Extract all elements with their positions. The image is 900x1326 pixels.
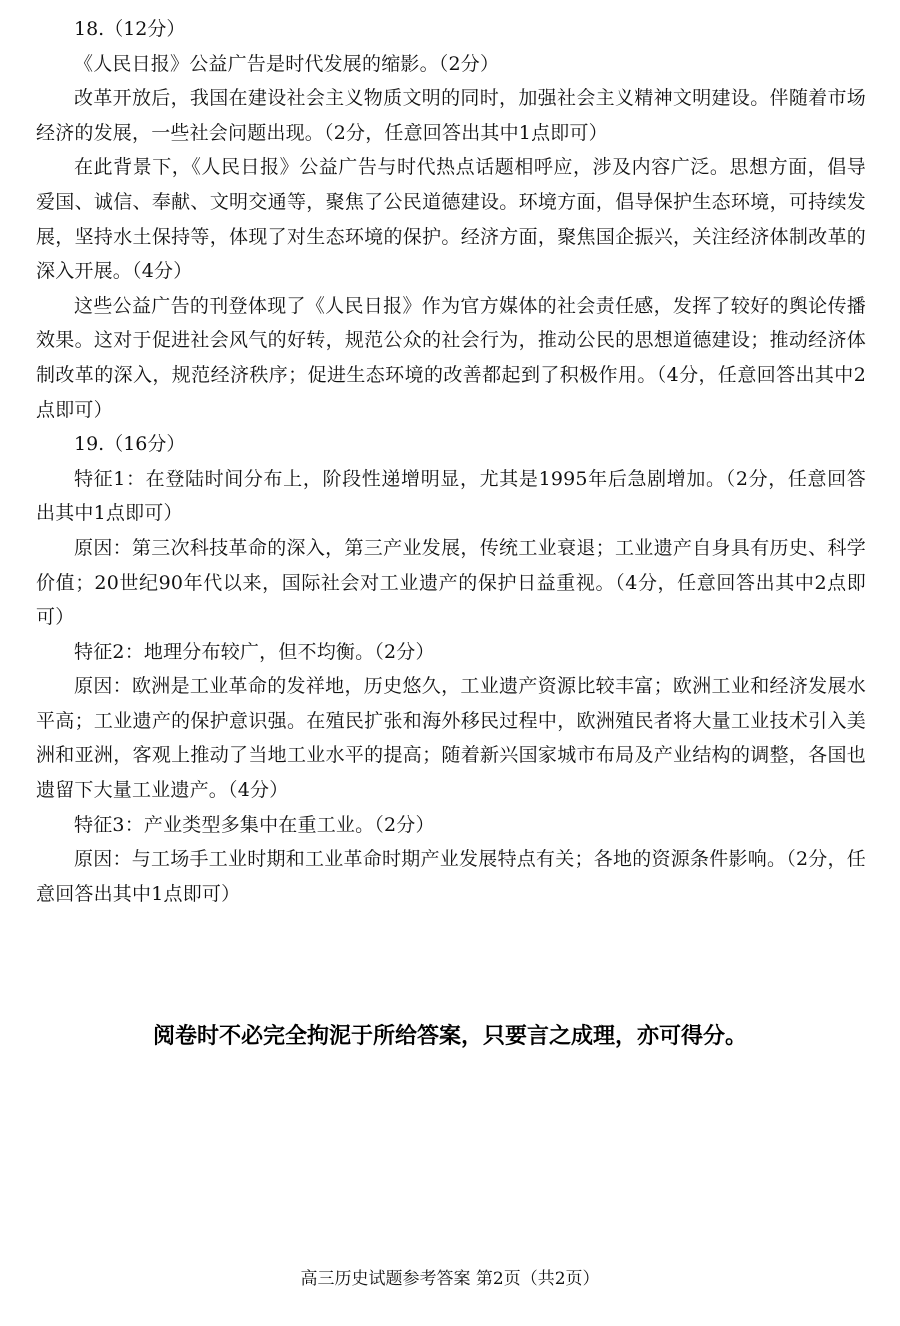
q18-paragraph-1: 《人民日报》公益广告是时代发展的缩影。（2分） [74, 52, 500, 75]
q19-feature-1: 特征1：在登陆时间分布上，阶段性递增明显，尤其是1995年后急剧增加。（2分，任意回答出其中1点即可） [36, 467, 866, 525]
q18-paragraph-3: 在此背景下，《人民日报》公益广告与时代热点话题相呼应，涉及内容广泛。思想方面，倡导爱国、诚信、奉献、文明交通等，聚焦了公民道德建设。环境方面，倡导保护生态环境，可持续发展，坚持水土保持等，体现了对生态环境的保护。经济方面，聚焦国企振兴，关注经济体制改革的深入开展。（4分） [36, 156, 866, 283]
q18-paragraph-4: 这些公益广告的刊登体现了《人民日报》作为官方媒体的社会责任感，发挥了较好的舆论传播效果。这对于促进社会风气的好转，规范公众的社会行为，推动公民的思想道德建设；推动经济体制改革的深入，规范经济秩序；促进生态环境的改善都起到了积极作用。（4分，任意回答出其中2点即可） [36, 294, 866, 421]
q18-paragraph-2: 改革开放后，我国在建设社会主义物质文明的同时，加强社会主义精神文明建设。伴随着市场经济的发展，一些社会问题出现。（2分，任意回答出其中1点即可） [36, 87, 866, 144]
q19-reason-3: 原因：与工场手工业时期和工业革命时期产业发展特点有关；各地的资源条件影响。（2分，任意回答出其中1点即可） [36, 848, 866, 905]
question-18-heading: 18.（12分） [74, 18, 186, 40]
page-footer: 高三历史试题参考答案 第2页（共2页） [300, 1269, 600, 1289]
q19-feature-2: 特征2：地理分布较广，但不均衡。（2分） [74, 640, 435, 663]
q19-feature-3: 特征3：产业类型多集中在重工业。（2分） [74, 813, 435, 836]
question-19-heading: 19.（16分） [74, 433, 186, 456]
answer-body [36, 12, 866, 911]
grading-note: 阅卷时不必完全拘泥于所给答案，只要言之成理，亦可得分。 [152, 1024, 747, 1049]
q19-reason-2: 原因：欧洲是工业革命的发祥地，历史悠久，工业遗产资源比较丰富；欧洲工业和经济发展水平高；工业遗产的保护意识强。在殖民扩张和海外移民过程中，欧洲殖民者将大量工业技术引入美洲和亚洲，客观上推动了当地工业水平的提高；随着新兴国家城市布局及产业结构的调整，各国也遗留下大量工业遗产。（4分） [36, 675, 866, 802]
q19-reason-1: 原因：第三次科技革命的深入，第三产业发展，传统工业衰退；工业遗产自身具有历史、科学价值；20世纪90年代以来，国际社会对工业遗产的保护日益重视。（4分，任意回答出其中2点即可） [36, 536, 866, 629]
